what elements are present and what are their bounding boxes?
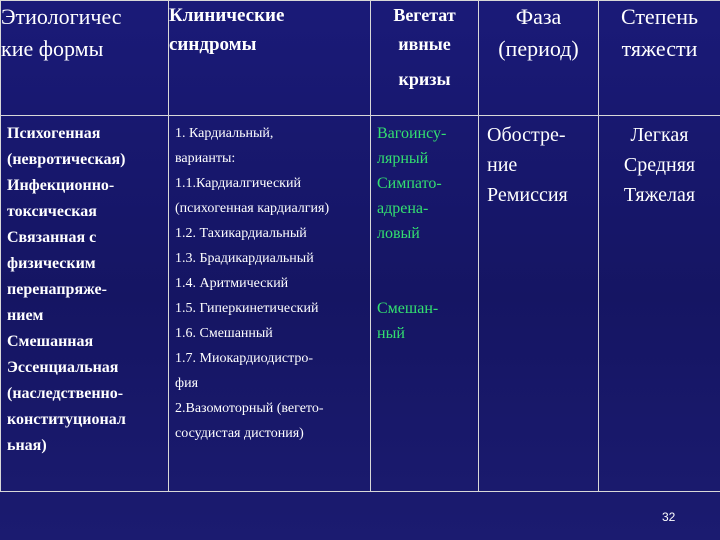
etiology-line: (наследственно- xyxy=(7,385,124,402)
severity-line: Легкая xyxy=(630,124,689,146)
etiology-line: перенапряже- xyxy=(7,281,107,298)
page-number: 32 xyxy=(662,510,676,524)
crisis-line: Симпато- xyxy=(377,175,442,192)
crises-list xyxy=(371,116,478,346)
etiology-line: ьная) xyxy=(7,437,47,454)
syndrome-line: 1.2. Тахикардиальный xyxy=(175,226,307,241)
syndrome-line: 1.7. Миокардиодистро- xyxy=(175,351,314,366)
etiology-line: нием xyxy=(7,307,44,324)
severity-cell xyxy=(599,116,720,492)
crisis-line: адрена- xyxy=(377,200,429,217)
crisis-line: Смешан- xyxy=(377,300,439,317)
header-etiology: Этиологичес кие формы xyxy=(1,1,169,116)
severity-line: Тяжелая xyxy=(623,184,696,206)
syndrome-line: 1. Кардиальный, xyxy=(175,126,274,141)
content-row xyxy=(1,116,720,492)
header-crises: Вегетат ивные кризы xyxy=(371,1,479,116)
etiology-line: физическим xyxy=(7,255,96,272)
syndrome-line: (психогенная кардиалгия) xyxy=(175,201,330,216)
crisis-line: ловый xyxy=(377,225,420,242)
etiology-line: конституционал xyxy=(7,411,126,428)
syndrome-line: варианты: xyxy=(175,151,236,166)
etiology-list xyxy=(1,116,168,459)
severity-list xyxy=(599,116,720,210)
crisis-line: Вагоинсу- xyxy=(377,125,447,142)
syndromes-list xyxy=(169,116,370,446)
etiology-cell xyxy=(1,116,169,492)
crisis-spacer xyxy=(377,246,478,296)
syndrome-line: фия xyxy=(175,376,199,391)
crisis-line: ный xyxy=(377,325,405,342)
syndrome-line: 1.1.Кардиалгический xyxy=(175,176,301,191)
phase-list xyxy=(479,116,598,210)
syndromes-cell xyxy=(169,116,371,492)
syndrome-line: 1.4. Аритмический xyxy=(175,276,289,291)
phase-line: Обостре- xyxy=(487,124,566,146)
syndrome-line: 1.3. Брадикардиальный xyxy=(175,251,314,266)
etiology-line: Психогенная xyxy=(7,125,101,142)
phase-line: Ремиссия xyxy=(487,184,568,206)
severity-line: Средняя xyxy=(623,154,696,176)
crises-cell xyxy=(371,116,479,492)
syndrome-line: сосудистая дистония) xyxy=(175,426,304,441)
header-severity: Степень тяжести xyxy=(599,1,720,116)
syndrome-line: 1.6. Смешанный xyxy=(175,326,273,341)
etiology-line: (невротическая) xyxy=(7,151,126,168)
syndrome-line: 2.Вазомоторный (вегето- xyxy=(175,401,324,416)
header-syndromes: Клинические синдромы xyxy=(169,1,371,116)
header-row xyxy=(1,1,720,116)
phase-line: ние xyxy=(487,154,518,176)
etiology-line: Эссенциальная xyxy=(7,359,119,376)
etiology-line: Смешанная xyxy=(7,333,94,350)
etiology-line: Инфекционно- xyxy=(7,177,115,194)
phase-cell xyxy=(479,116,599,492)
syndrome-line: 1.5. Гиперкинетический xyxy=(175,301,319,316)
etiology-line: Связанная с xyxy=(7,229,97,246)
header-phase: Фаза (период) xyxy=(479,1,599,116)
crisis-line: лярный xyxy=(377,150,429,167)
etiology-line: токсическая xyxy=(7,203,97,220)
